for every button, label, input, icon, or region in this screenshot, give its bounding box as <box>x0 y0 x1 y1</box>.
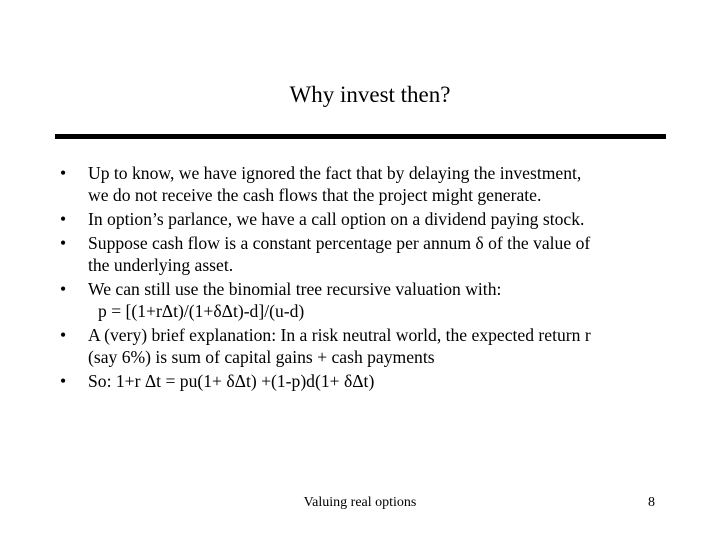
bullet-item <box>60 278 670 322</box>
bullet-text: So: 1+r Δt = pu(1+ δΔt) +(1-p)d(1+ δΔt) <box>88 371 375 391</box>
bullet-item <box>60 208 670 230</box>
bullet-item <box>60 232 670 276</box>
bullet-text: A (very) brief explanation: In a risk neutral world, the expected return r <box>88 325 591 345</box>
bullet-text: we do not receive the cash flows that the project might generate. <box>88 185 542 205</box>
bullet-list <box>60 162 670 394</box>
bullet-text: In option’s parlance, we have a call option on a dividend paying stock. <box>88 209 585 229</box>
bullet-text: (say 6%) is sum of capital gains + cash payments <box>88 347 435 367</box>
slide-title: Why invest then? <box>289 82 451 107</box>
bullet-icon: • <box>60 163 67 183</box>
formula-text: p = [(1+rΔt)/(1+δΔt)-d]/(u-d) <box>98 301 305 321</box>
slide-footer: Valuing real options <box>303 495 417 510</box>
bullet-item <box>60 370 670 392</box>
page-number: 8 <box>648 495 655 510</box>
bullet-icon: • <box>60 233 67 253</box>
title-divider <box>55 134 666 139</box>
bullet-text: Up to know, we have ignored the fact that by delaying the investment, <box>88 163 582 183</box>
bullet-icon: • <box>60 371 67 391</box>
bullet-text: Suppose cash flow is a constant percentage per annum δ of the value of <box>88 233 591 253</box>
bullet-item <box>60 162 670 206</box>
bullet-item <box>60 324 670 368</box>
bullet-icon: • <box>60 209 67 229</box>
bullet-text: the underlying asset. <box>88 255 234 275</box>
bullet-icon: • <box>60 325 67 345</box>
bullet-text: We can still use the binomial tree recursive valuation with: <box>88 279 502 299</box>
bullet-icon: • <box>60 279 67 299</box>
